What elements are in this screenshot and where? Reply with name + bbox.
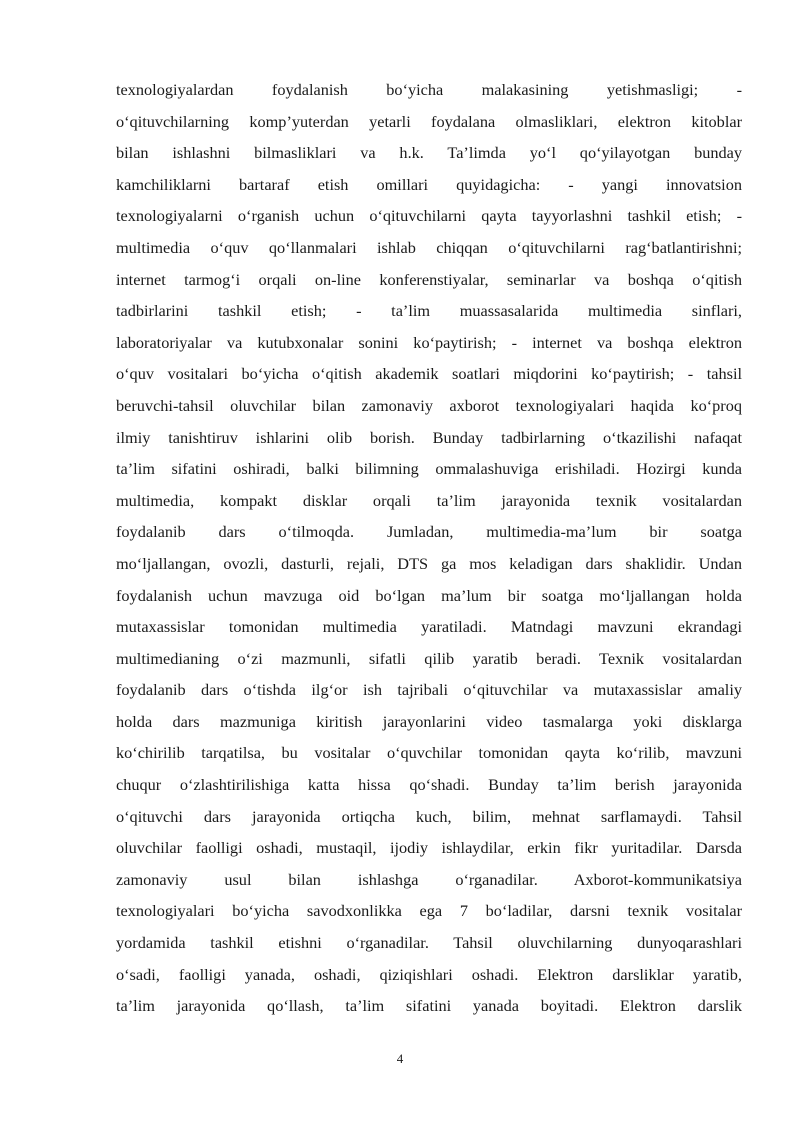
text-line: chuqur o‘zlashtirilishiga katta hissa qo‘shadi. Bunday ta’lim berish jarayonida (116, 775, 742, 795)
text-line: mo‘ljallangan, ovozli, dasturli, rejali, DTS ga mos keladigan dars shaklidir. Undan (116, 553, 742, 573)
text-line: texnologiyalari bo‘yicha savodxonlikka ega 7 bo‘ladilar, darsni texnik vositalar (116, 901, 742, 921)
text-line: o‘quv vositalari bo‘yicha o‘qitish akademik soatlari miqdorini ko‘paytirish; - tahsil (116, 364, 742, 384)
text-line: yordamida tashkil etishni o‘rganadilar. Tahsil oluvchilarning dunyoqarashlari (116, 933, 742, 953)
text-line: ilmiy tanishtiruv ishlarini olib borish. Bunday tadbirlarning o‘tkazilishi nafaqat (116, 427, 742, 447)
text-line: ta’lim jarayonida qo‘llash, ta’lim sifatini yanada boyitadi. Elektron darslik (116, 996, 742, 1016)
text-line: texnologiyalardan foydalanish bo‘yicha malakasining yetishmasligi; - (116, 80, 742, 99)
page-number: 4 (396, 1051, 404, 1066)
text-line: ko‘chirilib tarqatilsa, bu vositalar o‘quvchilar tomonidan qayta ko‘rilib, mavzuni (116, 743, 742, 763)
text-line: tadbirlarini tashkil etish; - ta’lim muassasalarida multimedia sinflari, (116, 301, 742, 321)
text-line: o‘sadi, faolligi yanada, oshadi, qiziqishlari oshadi. Elektron darsliklar yaratib, (116, 964, 742, 984)
text-line: ta’lim sifatini oshiradi, balki bilimning ommalashuviga erishiladi. Hozirgi kunda (116, 459, 742, 479)
text-line: kamchiliklarni bartaraf etish omillari quyidagicha: - yangi innovatsion (116, 174, 742, 194)
text-line: holda dars mazmuniga kiritish jarayonlarini video tasmalarga yoki disklarga (116, 711, 742, 731)
text-line: laboratoriyalar va kutubxonalar sonini ko‘paytirish; - internet va boshqa elektron (116, 332, 742, 352)
text-line: foydalanish uchun mavzuga oid bo‘lgan ma’lum bir soatga mo‘ljallangan holda (116, 585, 742, 605)
text-line: internet tarmog‘i orqali on-line konferenstiyalar, seminarlar va boshqa o‘qitish (116, 269, 742, 289)
text-line: o‘qituvchilarning komp’yuterdan yetarli foydalana olmasliklari, elektron kitoblar (116, 111, 742, 131)
text-line: zamonaviy usul bilan ishlashga o‘rganadilar. Axborot-kommunikatsiya (116, 869, 742, 889)
text-line: multimedia o‘quv qo‘llanmalari ishlab chiqqan o‘qituvchilarni rag‘batlantirishni; (116, 237, 742, 257)
text-line: mutaxassislar tomonidan multimedia yaratiladi. Matndagi mavzuni ekrandagi (116, 617, 742, 637)
text-line: bilan ishlashni bilmasliklari va h.k. Ta’limda yo‘l qo‘yilayotgan bunday (116, 143, 742, 163)
text-line: o‘qituvchi dars jarayonida ortiqcha kuch, bilim, mehnat sarflamaydi. Tahsil (116, 806, 742, 826)
text-line: foydalanib dars o‘tilmoqda. Jumladan, multimedia-ma’lum bir soatga (116, 522, 742, 542)
text-line: texnologiyalarni o‘rganish uchun o‘qituvchilarni qayta tayyorlashni tashkil etish; - (116, 206, 742, 226)
text-line: oluvchilar faolligi oshadi, mustaqil, ijodiy ishlaydilar, erkin fikr yuritadilar. Darsda (116, 838, 742, 858)
text-line: beruvchi-tahsil oluvchilar bilan zamonaviy axborot texnologiyalari haqida ko‘proq (116, 395, 742, 415)
text-line: multimedianing o‘zi mazmunli, sifatli qilib yaratib beradi. Texnik vositalardan (116, 648, 742, 668)
text-line: foydalanib dars o‘tishda ilg‘or ish tajribali o‘qituvchilar va mutaxassislar amaliy (116, 680, 742, 700)
body-text (116, 74, 742, 1022)
text-line: multimedia, kompakt disklar orqali ta’lim jarayonida texnik vositalardan (116, 490, 742, 510)
